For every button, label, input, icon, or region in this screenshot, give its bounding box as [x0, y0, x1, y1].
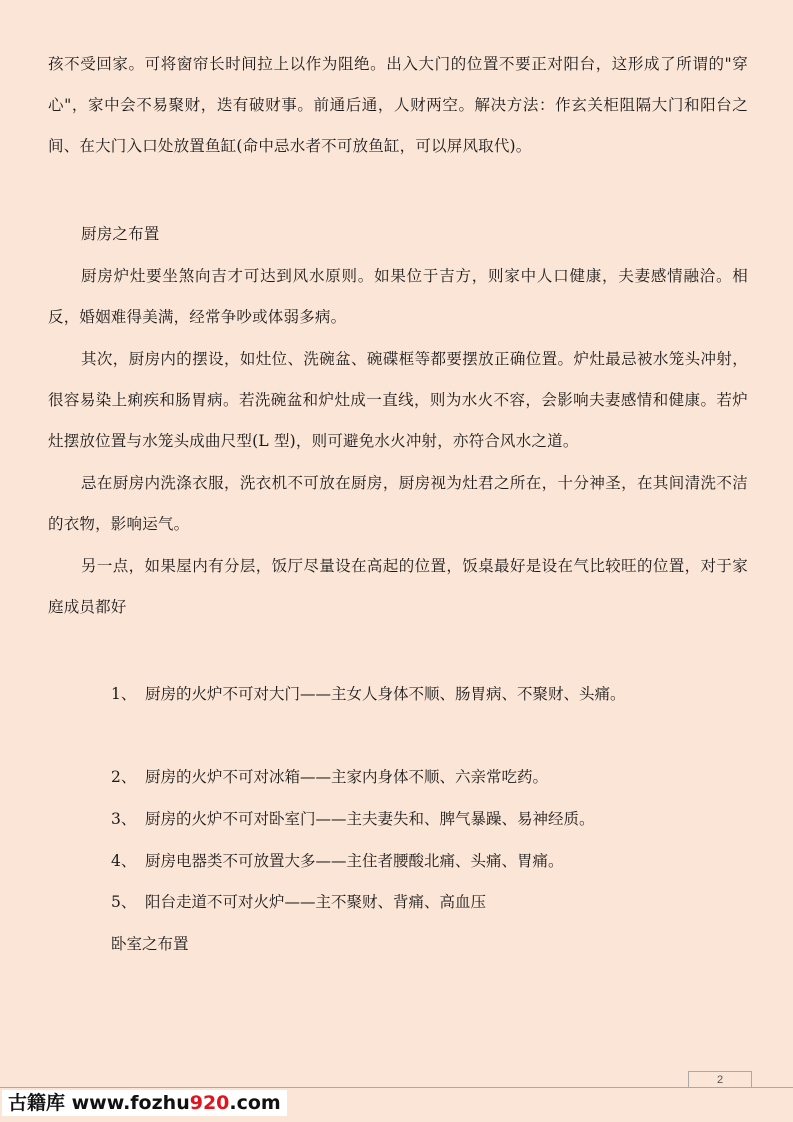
list-item-text: 厨房的火炉不可对冰箱——主家内身体不顺、六亲常吃药。: [145, 768, 549, 786]
list-item-text: 阳台走道不可对火炉——主不聚财、背痛、高血压: [145, 893, 487, 911]
paragraph-kitchen-layout: 其次，厨房内的摆设，如灶位、洗碗盆、碗碟框等都要摆放正确位置。炉灶最忌被水笼头冲射，很容易染上痢疾和肠胃病。若洗碗盆和炉灶成一直线，则为水火不容，会影响夫妻感情和健康。若炉灶摆放位置与水笼头成曲尺型(L 型)，则可避免水火冲射，亦符合风水之道。: [48, 350, 748, 450]
list-item-number: 2、: [111, 768, 137, 786]
footer-site-number: 920: [189, 1092, 230, 1114]
list-item-number: 4、: [111, 852, 137, 870]
list-item-number: 5、: [111, 893, 137, 911]
footer-brand: 古籍库: [8, 1092, 72, 1114]
page-number-box: [688, 1071, 752, 1088]
paragraph-laundry: 忌在厨房内洗涤衣服，洗衣机不可放在厨房，厨房视为灶君之所在，十分神圣，在其间清洗不洁的衣物，影响运气。: [48, 474, 748, 533]
footer-divider: [0, 1087, 793, 1088]
list-item-number: 3、: [111, 810, 137, 828]
section-heading-bedroom: 卧室之布置: [111, 935, 189, 953]
list-item-text: 厨房电器类不可放置大多——主住者腰酸北痛、头痛、胃痛。: [145, 852, 564, 870]
list-item-number: 1、: [111, 685, 137, 703]
paragraph-intro: 孩不受回家。可将窗帘长时间拉上以作为阻绝。出入大门的位置不要正对阳台，这形成了所谓的"穿心"，家中会不易聚财，迭有破财事。前通后通，人财两空。解决方法：作玄关柜阻隔大门和阳台之间、在大门入口处放置鱼缸(命中忌水者不可放鱼缸，可以屏风取代)。: [48, 55, 748, 155]
list-item-text: 厨房的火炉不可对大门——主女人身体不顺、肠胃病、不聚财、头痛。: [145, 685, 626, 703]
list-item: [111, 809, 595, 829]
footer-site-suffix: .com: [229, 1092, 281, 1114]
section-heading-kitchen: 厨房之布置: [81, 225, 160, 243]
page-number: 2: [716, 1074, 724, 1086]
list-item: [111, 892, 486, 912]
list-item: [111, 851, 564, 871]
paragraph-dining: 另一点，如果屋内有分层，饭厅尽量设在高起的位置，饭桌最好是设在气比较旺的位置，对于家庭成员都好: [48, 557, 748, 616]
footer-site-prefix: www.fozhu: [71, 1092, 190, 1114]
list-item: [111, 767, 548, 787]
list-item-text: 厨房的火炉不可对卧室门——主夫妻失和、脾气暴躁、易神经质。: [145, 810, 595, 828]
paragraph-stove-direction: 厨房炉灶要坐煞向吉才可达到风水原则。如果位于吉方，则家中人口健康，夫妻感情融洽。相反，婚姻难得美满，经常争吵或体弱多病。: [48, 267, 748, 326]
list-item: [111, 684, 626, 704]
footer-watermark-logo: [2, 1090, 287, 1116]
